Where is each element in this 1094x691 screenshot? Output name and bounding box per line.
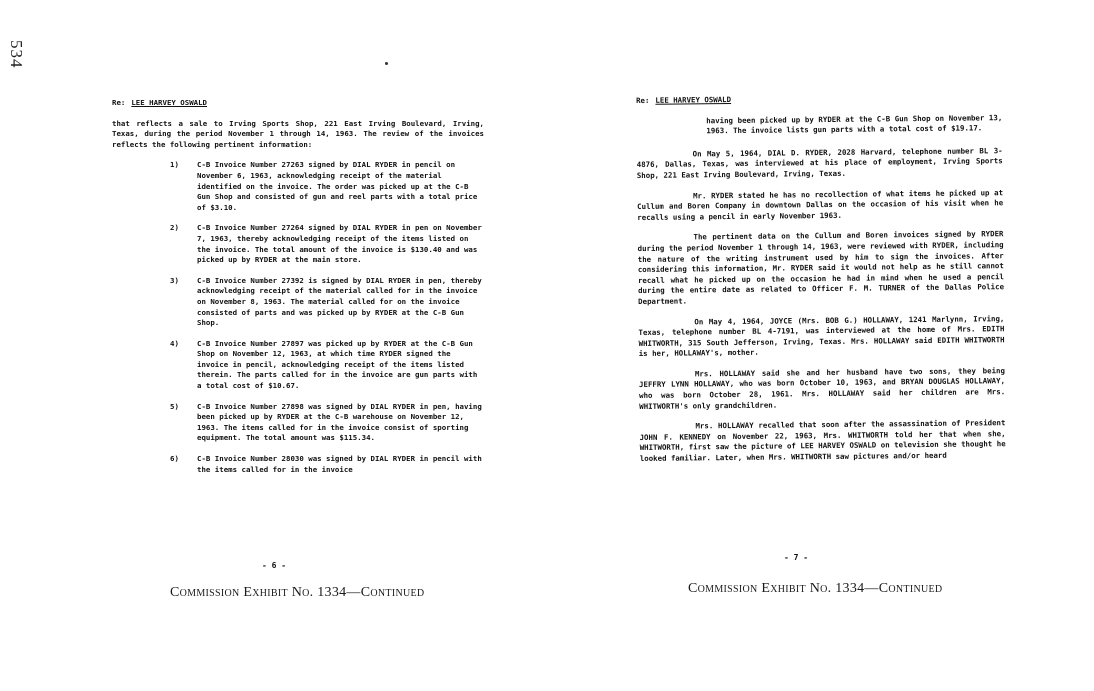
exhibit-caption-right: Commission Exhibit No. 1334—Continued (688, 581, 943, 596)
body-paragraph: Mrs. HOLLAWAY said she and her husband have two sons, they being JEFFRY LYNN HOLLAWAY, who was born October 10, 1963, and BRYAN DOUGLAS HOLLAWAY, who was born October 28, 1961. Mrs. HOLLAWAY said her children are Mrs. WHITWORTH's only grandchildren. (638, 366, 1006, 411)
page-folio-right: - 7 - (784, 553, 809, 562)
subject-name: LEE HARVEY OSWALD (655, 95, 732, 105)
body-paragraph: On May 4, 1964, JOYCE (Mrs. BOB G.) HOLLAWAY, 1241 Marlynn, Irving, Texas, telephone number BL 4-7191, was interviewed at the home of Mrs. EDITH WHITWORTH, 315 South Jefferson, Irving, Texas. Mrs. HOLLAWAY said EDITH WHITWORTH is her, HOLLAWAY's, mother. (638, 313, 1005, 359)
item-text: C-B Invoice Number 27263 signed by DIAL RYDER in pencil on November 6, 1963, acknowledging receipt of the material identified on the invoice. The order was picked up at the C-B Gun Shop and consisted of gun and reel parts with a total price of $3.10. (197, 160, 478, 212)
page-number: 534 (7, 40, 26, 69)
re-line (636, 92, 1002, 106)
item-number: 6) (170, 454, 179, 464)
continuation-paragraph: having been picked up by RYDER at the C-B Gun Shop on November 13, 1963. The invoice lists gun parts with a total cost of $19.17. (706, 112, 1003, 136)
list-item (170, 454, 484, 475)
item-number: 1) (170, 160, 179, 170)
page-folio-left: - 6 - (262, 561, 287, 570)
item-number: 2) (170, 223, 179, 233)
exhibit-caption-left: Commission Exhibit No. 1334—Continued (170, 585, 425, 600)
item-text: C-B Invoice Number 27264 signed by DIAL RYDER in pen on November 7, 1963, thereby acknowledging receipt of the items listed on the invoice. The total amount of the invoice is $130.40 and was picked up by RYDER at the main store. (197, 223, 482, 265)
body-paragraph: The pertinent data on the Cullum and Boren invoices signed by RYDER during the period November 1 through 14, 1963, were reviewed with RYDER, including the nature of the writing instrument used by him to sign the invoices. After considering this information, Mr. RYDER said it would not help as he still cannot recall what he picked up on the occasion he had in mind when he used a pencil during the entire date as related to Officer F. M. TURNER of the Dallas Police Department. (637, 229, 1005, 306)
intro-paragraph: that reflects a sale to Irving Sports Shop, 221 East Irving Boulevard, Irving, Texas, during the period November 1 through 14, 1963. The review of the invoices reflects the following pertinent information: (112, 118, 484, 149)
body-paragraph: Mrs. HOLLAWAY recalled that soon after the assassination of President JOHN F. KENNEDY on November 22, 1963, Mrs. WHITWORTH told her that when she, WHITWORTH, first saw the picture of LEE HARVEY OSWALD on television she thought he looked familiar. Later, when Mrs. WHITWORTH saw pictures and/or heard (639, 418, 1006, 464)
list-item (170, 223, 484, 265)
re-label: Re: (112, 98, 126, 107)
list-item (170, 276, 484, 329)
body-paragraph: On May 5, 1964, DIAL D. RYDER, 2028 Harvard, telephone number BL 3-4876, Dallas, Texas, was interviewed at his place of employment, Irving Sports Shop, 221 East Irving Boulevard, Irving, Texas. (636, 145, 1003, 180)
speck (385, 62, 388, 65)
right-page-body (636, 92, 1006, 474)
item-number: 3) (170, 275, 179, 285)
left-page-body (112, 98, 484, 485)
re-line (112, 98, 484, 109)
item-text: C-B Invoice Number 27897 was picked up by RYDER at the C-B Gun Shop on November 12, 1963, at which time RYDER signed the invoice in pencil, acknowledging receipt of the items listed therein. The parts called for in the invoice are gun parts with a total cost of $10.67. (197, 338, 478, 391)
item-text: C-B Invoice Number 28030 was signed by DIAL RYDER in pencil with the items called for in the invoice (197, 454, 482, 474)
item-number: 5) (170, 401, 179, 411)
item-text: C-B Invoice Number 27392 is signed by DIAL RYDER in pen, thereby acknowledging receipt of the material called for in the invoice on November 8, 1963. The material called for on the invoice consisted of parts and was picked up by RYDER at the C-B Gun Shop. (197, 275, 482, 328)
list-item (170, 160, 484, 213)
list-item (170, 402, 484, 444)
item-text: C-B Invoice Number 27898 was signed by DIAL RYDER in pen, having been picked up by RYDER at the C-B warehouse on November 12, 1963. The items called for in the invoice consist of sporting equipment. The total amount was $115.34. (197, 401, 482, 443)
body-paragraph: Mr. RYDER stated he has no recollection of what items he picked up at Cullum and Boren Company in downtown Dallas on the occasion of his visit when he recalls using a pencil in early November 1963. (637, 187, 1004, 222)
re-label: Re: (636, 95, 650, 105)
item-number: 4) (170, 338, 179, 348)
subject-name: LEE HARVEY OSWALD (131, 98, 208, 107)
list-item (170, 339, 484, 392)
